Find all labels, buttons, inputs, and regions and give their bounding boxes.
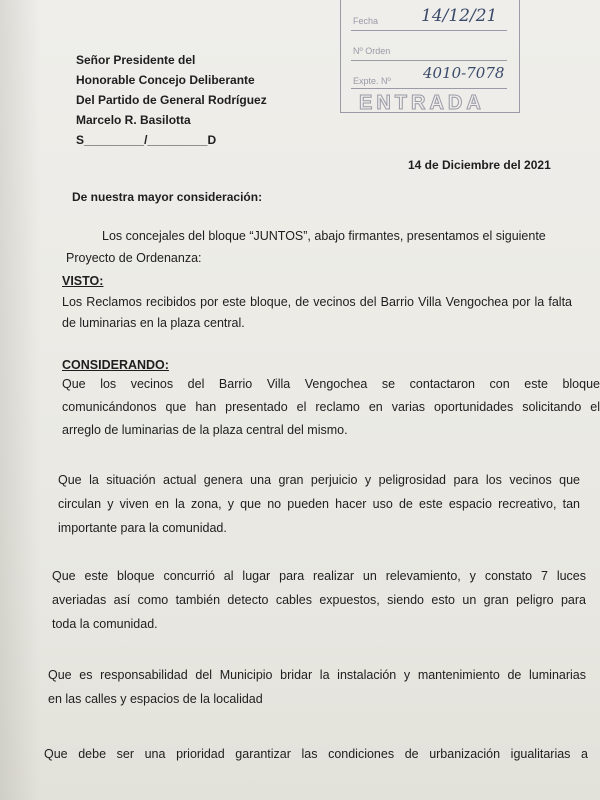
stamp-divider bbox=[351, 60, 507, 61]
paragraph-line: Que los vecinos del Barrio Villa Vengochea se contactaron con este bloque bbox=[62, 377, 600, 391]
recipient-line: Honorable Concejo Deliberante bbox=[76, 73, 255, 87]
recipient-line: Señor Presidente del bbox=[76, 53, 196, 67]
stamp-divider bbox=[351, 30, 507, 31]
intro-line: Los concejales del bloque “JUNTOS”, abajo firmantes, presentamos el siguiente bbox=[102, 229, 546, 243]
paragraph-line: circulan y viven en la zona, y que no pueden hacer uso de este espacio recreativo, tan bbox=[58, 497, 580, 511]
recipient-line: Marcelo R. Basilotta bbox=[76, 113, 191, 127]
stamp-fecha-label: Fecha bbox=[353, 16, 379, 26]
visto-heading: VISTO: bbox=[62, 274, 104, 288]
paragraph-line: Que debe ser una prioridad garantizar las condiciones de urbanización igualitarias a bbox=[44, 747, 588, 761]
page-shadow bbox=[0, 0, 40, 800]
intro-line: Proyecto de Ordenanza: bbox=[66, 251, 202, 265]
stamp-expte-label: Expte. Nº bbox=[353, 76, 391, 86]
paragraph-line: toda la comunidad. bbox=[52, 617, 158, 631]
paragraph-line: Que es responsabilidad del Municipio bridar la instalación y mantenimiento de luminarias bbox=[48, 668, 586, 682]
considerando-heading: CONSIDERANDO: bbox=[62, 358, 169, 372]
paragraph-line: importante para la comunidad. bbox=[58, 521, 227, 535]
visto-line: de luminarias en la plaza central. bbox=[62, 316, 245, 330]
stamp-expte-handwritten: 4010-7078 bbox=[423, 64, 505, 82]
paragraph-line: Que este bloque concurrió al lugar para realizar un relevamiento, y constato 7 luces bbox=[52, 569, 586, 583]
entry-stamp bbox=[340, 0, 520, 113]
paragraph-line: en las calles y espacios de la localidad bbox=[48, 692, 263, 706]
document-date: 14 de Diciembre del 2021 bbox=[408, 158, 551, 172]
stamp-entrada: ENTRADA bbox=[359, 92, 485, 114]
paragraph-line: comunicándonos que han presentado el reclamo en varias oportunidades solicitando el bbox=[62, 400, 600, 414]
paragraph-line: arreglo de luminarias de la plaza central del mismo. bbox=[62, 423, 348, 437]
greeting: De nuestra mayor consideración: bbox=[72, 190, 263, 204]
paragraph-line: averiadas así como también detecto cables expuestos, siendo esto un gran peligro para bbox=[52, 593, 586, 607]
stamp-fecha-handwritten: 14/12/21 bbox=[421, 6, 498, 26]
stamp-divider bbox=[351, 88, 507, 89]
recipient-line: S_________/_________D bbox=[76, 133, 217, 147]
recipient-line: Del Partido de General Rodríguez bbox=[76, 93, 267, 107]
paragraph-line: Que la situación actual genera una gran perjuicio y peligrosidad para los vecinos que bbox=[58, 473, 580, 487]
visto-line: Los Reclamos recibidos por este bloque, de vecinos del Barrio Villa Vengochea por la falta bbox=[62, 295, 572, 309]
recipient-block bbox=[76, 50, 267, 150]
stamp-orden-label: Nº Orden bbox=[353, 46, 391, 56]
